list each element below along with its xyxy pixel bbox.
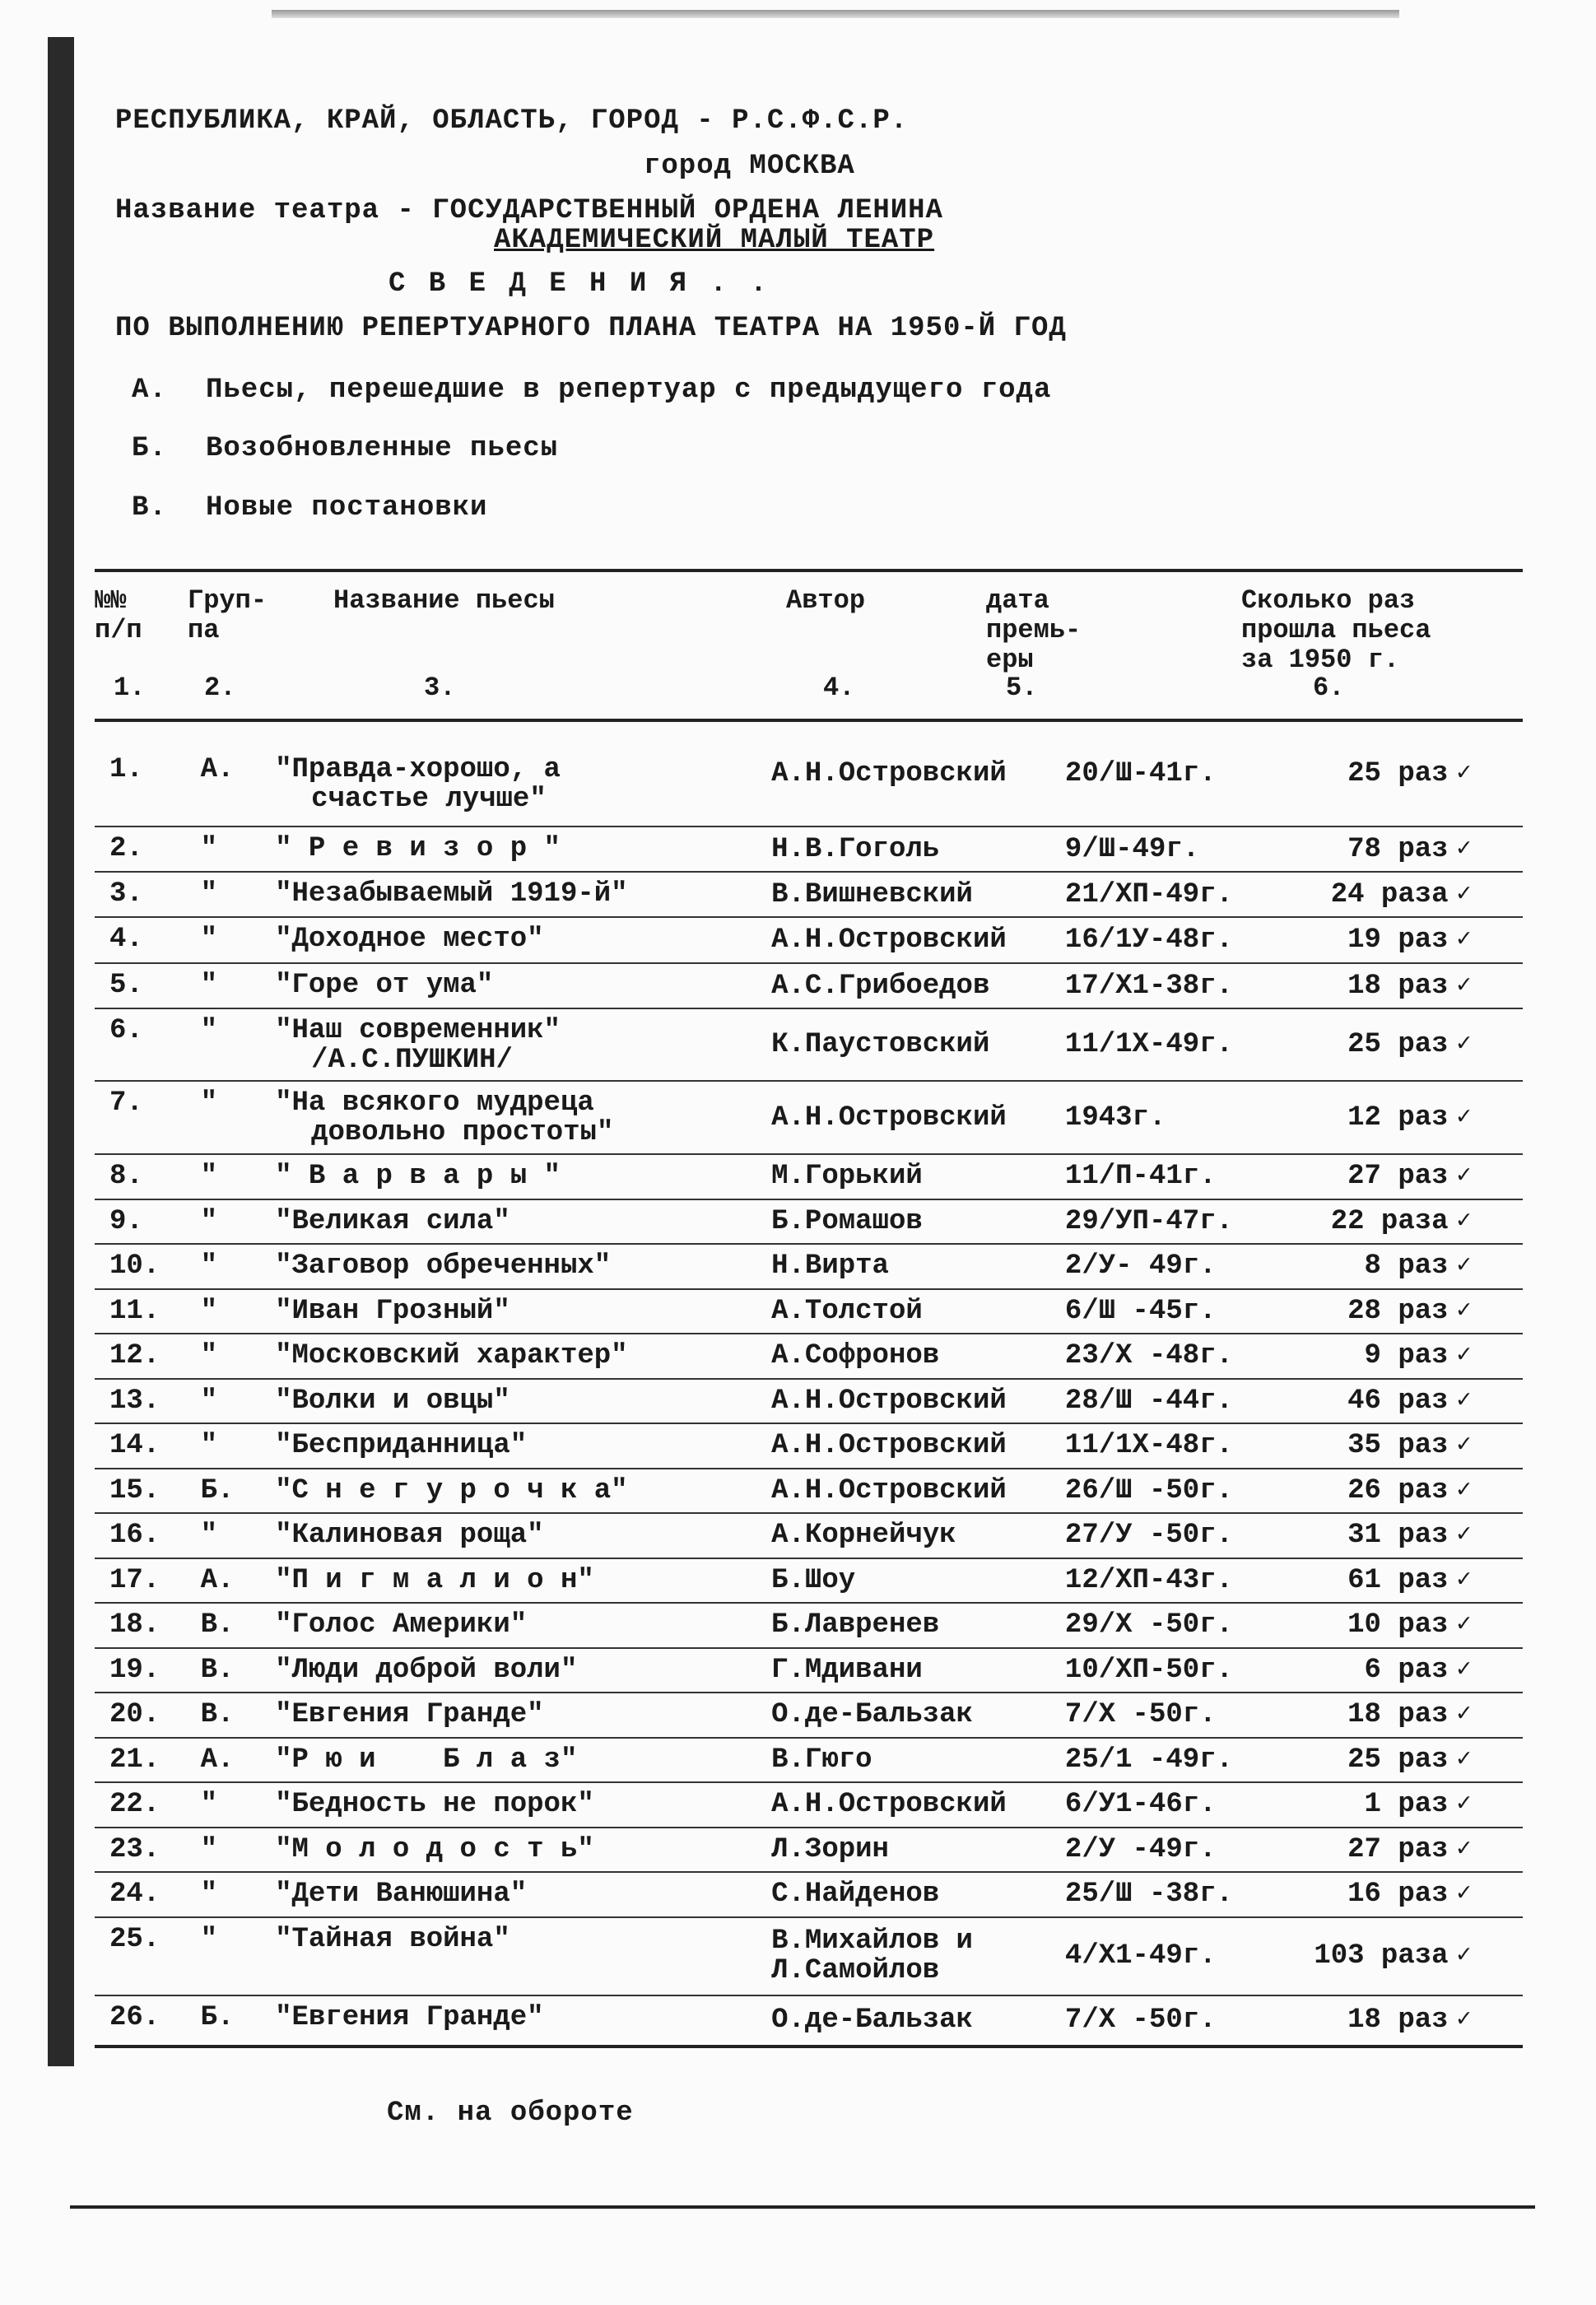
col-num-6: 6. (1313, 673, 1345, 703)
group-b-text: Возобновленные пьесы (206, 433, 559, 464)
play-title (275, 1872, 771, 1917)
premiere-date: 9/Ш-49г. (1064, 833, 1200, 865)
table-row (95, 1917, 1523, 1995)
row-number: 3. (109, 878, 143, 910)
col-header-count: Сколько раз прошла пьеса за 1950 г. (1241, 585, 1431, 675)
play-title-line1: "Калиновая роща" (275, 1520, 544, 1551)
row-group: В. (200, 1699, 235, 1730)
author: В.Гюго (771, 1744, 872, 1776)
table-row (95, 917, 1523, 963)
play-title-line1: "Бесприданница" (275, 1430, 528, 1461)
play-title-line1: "Евгения Гранде" (275, 2001, 544, 2033)
performance-count: 35 раз (1347, 1430, 1449, 1462)
check-mark-icon: ✓ (1456, 2006, 1472, 2034)
play-title-line1: " В а р в а р ы " (275, 1161, 561, 1192)
play-title-line1: "Тайная война" (275, 1923, 510, 1955)
group-c-letter: В. (132, 492, 167, 524)
header-region: РЕСПУБЛИКА, КРАЙ, ОБЛАСТЬ, ГОРОД - Р.С.Ф.С.Р. (115, 105, 909, 137)
row-group: " (200, 1015, 218, 1046)
author: А.Н.Островский (771, 1430, 1007, 1462)
table-row (95, 1244, 1523, 1289)
row-group: Б. (200, 1474, 235, 1506)
play-title (275, 872, 771, 917)
play-title (275, 1828, 771, 1873)
author: А.С.Грибоедов (771, 970, 990, 1002)
premiere-date: 2/У- 49г. (1064, 1250, 1217, 1283)
row-number: 12. (109, 1340, 161, 1371)
row-group: " (200, 1879, 218, 1910)
play-title-line1: "Волки и овцы" (275, 1385, 510, 1417)
play-title (275, 1423, 771, 1469)
check-mark-icon: ✓ (1456, 1476, 1472, 1505)
author: В.Вишневский (771, 878, 973, 910)
group-b-letter: Б. (132, 433, 167, 464)
row-group: А. (200, 754, 235, 785)
play-title-line2: счастье лучше" (311, 784, 547, 815)
row-number: 17. (109, 1564, 161, 1596)
check-mark-icon: ✓ (1456, 1701, 1472, 1730)
row-number: 22. (109, 1789, 161, 1820)
row-group: А. (200, 1744, 235, 1776)
premiere-date: 11/1Х-49г. (1064, 1029, 1233, 1060)
col-num-1: 1. (114, 673, 146, 703)
table-row (95, 1513, 1523, 1558)
check-mark-icon: ✓ (1456, 1103, 1472, 1132)
scan-binding-strip (48, 37, 74, 2066)
author: А.Н.Островский (771, 1789, 1007, 1821)
table-row (95, 1648, 1523, 1693)
scan-top-edge (272, 10, 1399, 18)
table-row (95, 1334, 1523, 1379)
play-title (275, 1558, 771, 1604)
header-theatre: Название театра - ГОСУДАРСТВЕННЫЙ ОРДЕНА ЛЕНИНА (115, 195, 943, 226)
row-group: " (200, 1385, 218, 1417)
row-number: 20. (109, 1699, 161, 1730)
play-title (275, 1782, 771, 1828)
play-title (275, 1154, 771, 1199)
play-title-line1: "Наш современник" (275, 1015, 561, 1046)
play-title-line1: "М о л о д о с т ь" (275, 1833, 594, 1865)
play-title-line1: "Дети Ванюшина" (275, 1879, 528, 1910)
performance-count: 12 раз (1347, 1101, 1449, 1134)
table-row (95, 1693, 1523, 1738)
play-title (275, 1693, 771, 1738)
check-mark-icon: ✓ (1456, 1432, 1472, 1460)
table-row (95, 1469, 1523, 1514)
col-num-4: 4. (823, 673, 855, 703)
play-title (275, 1334, 771, 1379)
performance-count: 16 раз (1347, 1879, 1449, 1911)
author: М.Горький (771, 1161, 923, 1193)
play-title (275, 1244, 771, 1289)
author: Л.Зорин (771, 1833, 889, 1865)
row-number: 6. (109, 1015, 143, 1046)
author: В.Михайлов и Л.Самойлов (771, 1925, 973, 1986)
row-group: " (200, 1520, 218, 1551)
table-row (95, 1199, 1523, 1245)
row-number: 21. (109, 1744, 161, 1776)
header-city: город МОСКВА (644, 151, 855, 182)
author: О.де-Бальзак (771, 2005, 973, 2036)
table-row (95, 1603, 1523, 1648)
check-mark-icon: ✓ (1456, 835, 1472, 864)
premiere-date: 21/ХП-49г. (1064, 878, 1233, 910)
col-header-author: Автор (786, 585, 866, 616)
row-number: 9. (109, 1205, 143, 1237)
author: А.Н.Островский (771, 1474, 1007, 1506)
play-title-line1: "Доходное место" (275, 924, 544, 955)
check-mark-icon: ✓ (1456, 1162, 1472, 1191)
row-group: " (200, 1340, 218, 1371)
col-num-2: 2. (204, 673, 236, 703)
premiere-date: 29/УП-47г. (1064, 1205, 1233, 1237)
check-mark-icon: ✓ (1456, 760, 1472, 788)
author: А.Н.Островский (771, 758, 1007, 789)
row-number: 7. (109, 1087, 143, 1119)
performance-count: 8 раз (1364, 1250, 1449, 1283)
group-a-letter: А. (132, 375, 167, 406)
author: А.Н.Островский (771, 1101, 1007, 1134)
premiere-date: 26/Ш -50г. (1064, 1474, 1233, 1506)
author: Б.Шоу (771, 1564, 856, 1596)
performance-count: 27 раз (1347, 1161, 1449, 1193)
check-mark-icon: ✓ (1456, 1942, 1472, 1970)
group-c-text: Новые постановки (206, 492, 488, 524)
check-mark-icon: ✓ (1456, 1207, 1472, 1236)
author: А.Софронов (771, 1340, 940, 1372)
author: А.Толстой (771, 1295, 923, 1327)
play-title-line1: "С н е г у р о ч к а" (275, 1474, 628, 1506)
row-number: 8. (109, 1161, 143, 1192)
check-mark-icon: ✓ (1456, 1252, 1472, 1281)
row-number: 23. (109, 1833, 161, 1865)
row-group: Б. (200, 2001, 235, 2033)
premiere-date: 10/ХП-50г. (1064, 1654, 1233, 1686)
play-title-line1: "Голос Америки" (275, 1609, 528, 1641)
premiere-date: 25/Ш -38г. (1064, 1879, 1233, 1911)
header-theatre-2: АКАДЕМИЧЕСКИЙ МАЛЫЙ ТЕАТР (494, 225, 935, 256)
table-row (95, 827, 1523, 872)
performance-count: 25 раз (1347, 1029, 1449, 1060)
table-row (95, 1423, 1523, 1469)
play-title (275, 1289, 771, 1334)
check-mark-icon: ✓ (1456, 1297, 1472, 1325)
premiere-date: 27/У -50г. (1064, 1520, 1233, 1552)
performance-count: 61 раз (1347, 1564, 1449, 1596)
table-row (95, 722, 1523, 827)
premiere-date: 28/Ш -44г. (1064, 1385, 1233, 1417)
doc-title: С В Е Д Е Н И Я . . (389, 268, 770, 300)
row-group: " (200, 1161, 218, 1192)
author: А.Н.Островский (771, 1385, 1007, 1417)
col-num-3: 3. (424, 673, 456, 703)
table-row (95, 1154, 1523, 1199)
row-group: " (200, 1295, 218, 1327)
premiere-date: 6/Ш -45г. (1064, 1295, 1217, 1327)
check-mark-icon: ✓ (1456, 1655, 1472, 1684)
check-mark-icon: ✓ (1456, 1342, 1472, 1371)
performance-count: 22 раза (1330, 1205, 1449, 1237)
play-title (275, 1008, 771, 1081)
table-row (95, 963, 1523, 1008)
check-mark-icon: ✓ (1456, 1835, 1472, 1864)
table-row (95, 1081, 1523, 1154)
row-group: " (200, 833, 218, 864)
table-row (95, 1379, 1523, 1424)
premiere-date: 7/Х -50г. (1064, 2005, 1217, 2036)
premiere-date: 20/Ш-41г. (1064, 758, 1217, 789)
row-number: 2. (109, 833, 143, 864)
premiere-date: 17/Х1-38г. (1064, 970, 1233, 1002)
play-title-line1: "Горе от ума" (275, 970, 494, 1001)
footer-note: См. на обороте (387, 2098, 634, 2129)
check-mark-icon: ✓ (1456, 1566, 1472, 1595)
row-group: " (200, 1205, 218, 1237)
premiere-date: 11/1Х-48г. (1064, 1430, 1233, 1462)
performance-count: 31 раз (1347, 1520, 1449, 1552)
table-row (95, 1872, 1523, 1917)
play-title (275, 1513, 771, 1558)
row-number: 15. (109, 1474, 161, 1506)
row-number: 5. (109, 970, 143, 1001)
row-group: " (200, 1833, 218, 1865)
premiere-date: 2/У -49г. (1064, 1833, 1217, 1865)
author: О.де-Бальзак (771, 1699, 973, 1731)
performance-count: 27 раз (1347, 1833, 1449, 1865)
premiere-date: 11/П-41г. (1064, 1161, 1217, 1193)
table-row (95, 1782, 1523, 1828)
table-row (95, 1289, 1523, 1334)
play-title (275, 1469, 771, 1514)
row-group: В. (200, 1609, 235, 1641)
row-number: 26. (109, 2001, 161, 2033)
play-title-line1: "Люди доброй воли" (275, 1654, 578, 1686)
performance-count: 18 раз (1347, 970, 1449, 1002)
author: Б.Ромашов (771, 1205, 923, 1237)
check-mark-icon: ✓ (1456, 1790, 1472, 1819)
premiere-date: 29/Х -50г. (1064, 1609, 1233, 1641)
play-title-line1: " Р е в и з о р " (275, 833, 561, 864)
performance-count: 24 раза (1330, 878, 1449, 910)
row-number: 4. (109, 924, 143, 955)
check-mark-icon: ✓ (1456, 1386, 1472, 1415)
doc-subtitle: ПО ВЫПОЛНЕНИЮ РЕПЕРТУАРНОГО ПЛАНА ТЕАТРА НА 1950-Й ГОД (115, 313, 1067, 344)
author: С.Найденов (771, 1879, 940, 1911)
bottom-rule (70, 2205, 1535, 2209)
row-group: " (200, 1923, 218, 1955)
row-group: " (200, 1789, 218, 1820)
row-group: " (200, 1250, 218, 1282)
performance-count: 78 раз (1347, 833, 1449, 865)
table-row (95, 1558, 1523, 1604)
premiere-date: 16/1У-48г. (1064, 924, 1233, 956)
row-group: " (200, 1430, 218, 1461)
check-mark-icon: ✓ (1456, 1521, 1472, 1550)
play-title-line1: "Правда-хорошо, а (275, 754, 561, 785)
table-row (95, 1008, 1523, 1081)
row-group: А. (200, 1564, 235, 1596)
row-number: 13. (109, 1385, 161, 1417)
row-number: 11. (109, 1295, 161, 1327)
check-mark-icon: ✓ (1456, 880, 1472, 909)
row-group: " (200, 878, 218, 910)
row-group: В. (200, 1654, 235, 1686)
row-number: 19. (109, 1654, 161, 1686)
table-row (95, 1738, 1523, 1783)
table-row (95, 872, 1523, 917)
row-number: 24. (109, 1879, 161, 1910)
play-title (275, 963, 771, 1008)
play-title-line1: "Бедность не порок" (275, 1789, 594, 1820)
performance-count: 6 раз (1364, 1654, 1449, 1686)
play-title-line2: /А.С.ПУШКИН/ (311, 1045, 513, 1076)
table-row (95, 1828, 1523, 1873)
row-number: 1. (109, 754, 143, 785)
col-header-date: дата премь- еры (986, 585, 1082, 675)
play-title (275, 1648, 771, 1693)
performance-count: 1 раз (1364, 1789, 1449, 1821)
play-title-line1: "Евгения Гранде" (275, 1699, 544, 1730)
check-mark-icon: ✓ (1456, 926, 1472, 954)
performance-count: 26 раз (1347, 1474, 1449, 1506)
play-title (275, 1081, 771, 1154)
author: Н.В.Гоголь (771, 833, 940, 865)
author: Г.Мдивани (771, 1654, 923, 1686)
check-mark-icon: ✓ (1456, 1880, 1472, 1909)
performance-count: 46 раз (1347, 1385, 1449, 1417)
play-title-line1: "Заговор обреченных" (275, 1250, 612, 1282)
premiere-date: 1943г. (1064, 1101, 1166, 1134)
play-title (275, 1917, 771, 1995)
performance-count: 18 раз (1347, 2005, 1449, 2036)
check-mark-icon: ✓ (1456, 1745, 1472, 1774)
play-title (275, 1199, 771, 1245)
author: Б.Лавренев (771, 1609, 940, 1641)
row-group: " (200, 924, 218, 955)
play-title-line1: "Незабываемый 1919-й" (275, 878, 628, 910)
performance-count: 25 раз (1347, 1744, 1449, 1776)
performance-count: 103 раза (1314, 1940, 1449, 1972)
check-mark-icon: ✓ (1456, 1611, 1472, 1640)
row-number: 14. (109, 1430, 161, 1461)
performance-count: 9 раз (1364, 1340, 1449, 1372)
group-a-text: Пьесы, перешедшие в репертуар с предыдущего года (206, 375, 1052, 406)
row-number: 25. (109, 1923, 161, 1955)
row-group: " (200, 970, 218, 1001)
premiere-date: 7/Х -50г. (1064, 1699, 1217, 1731)
check-mark-icon: ✓ (1456, 971, 1472, 1000)
play-title-line1: "Великая сила" (275, 1205, 510, 1237)
row-group: " (200, 1087, 218, 1119)
author: К.Паустовский (771, 1029, 990, 1060)
row-number: 10. (109, 1250, 161, 1282)
row-number: 16. (109, 1520, 161, 1551)
author: А.Корнейчук (771, 1520, 956, 1552)
play-title (275, 722, 771, 827)
play-title-line2: довольно простоты" (311, 1117, 614, 1148)
play-title-line1: "Иван Грозный" (275, 1295, 510, 1327)
play-title (275, 1603, 771, 1648)
play-title (275, 1379, 771, 1424)
check-mark-icon: ✓ (1456, 1031, 1472, 1059)
play-title (275, 1738, 771, 1783)
premiere-date: 6/У1-46г. (1064, 1789, 1217, 1821)
premiere-date: 25/1 -49г. (1064, 1744, 1233, 1776)
performance-count: 10 раз (1347, 1609, 1449, 1641)
author: А.Н.Островский (771, 924, 1007, 956)
performance-count: 28 раз (1347, 1295, 1449, 1327)
performance-count: 18 раз (1347, 1699, 1449, 1731)
table-row (95, 1995, 1523, 2047)
play-title (275, 1995, 771, 2047)
play-title-line1: "На всякого мудреца (275, 1087, 594, 1119)
premiere-date: 23/Х -48г. (1064, 1340, 1233, 1372)
play-title (275, 917, 771, 963)
col-num-5: 5. (1006, 673, 1038, 703)
play-title-line1: "Р ю и Б л а з" (275, 1744, 578, 1776)
col-header-title: Название пьесы (333, 585, 555, 616)
performance-count: 19 раз (1347, 924, 1449, 956)
col-header-num: №№ п/п (95, 585, 142, 645)
row-number: 18. (109, 1609, 161, 1641)
col-header-group: Груп- па (188, 585, 268, 645)
premiere-date: 4/Х1-49г. (1064, 1940, 1217, 1972)
performance-count: 25 раз (1347, 758, 1449, 789)
table-top-rule (95, 569, 1523, 572)
play-title-line1: "Московский характер" (275, 1340, 628, 1371)
play-title (275, 827, 771, 872)
author: Н.Вирта (771, 1250, 889, 1283)
play-title-line1: "П и г м а л и о н" (275, 1564, 594, 1596)
premiere-date: 12/ХП-43г. (1064, 1564, 1233, 1596)
repertoire-table (95, 722, 1523, 2048)
